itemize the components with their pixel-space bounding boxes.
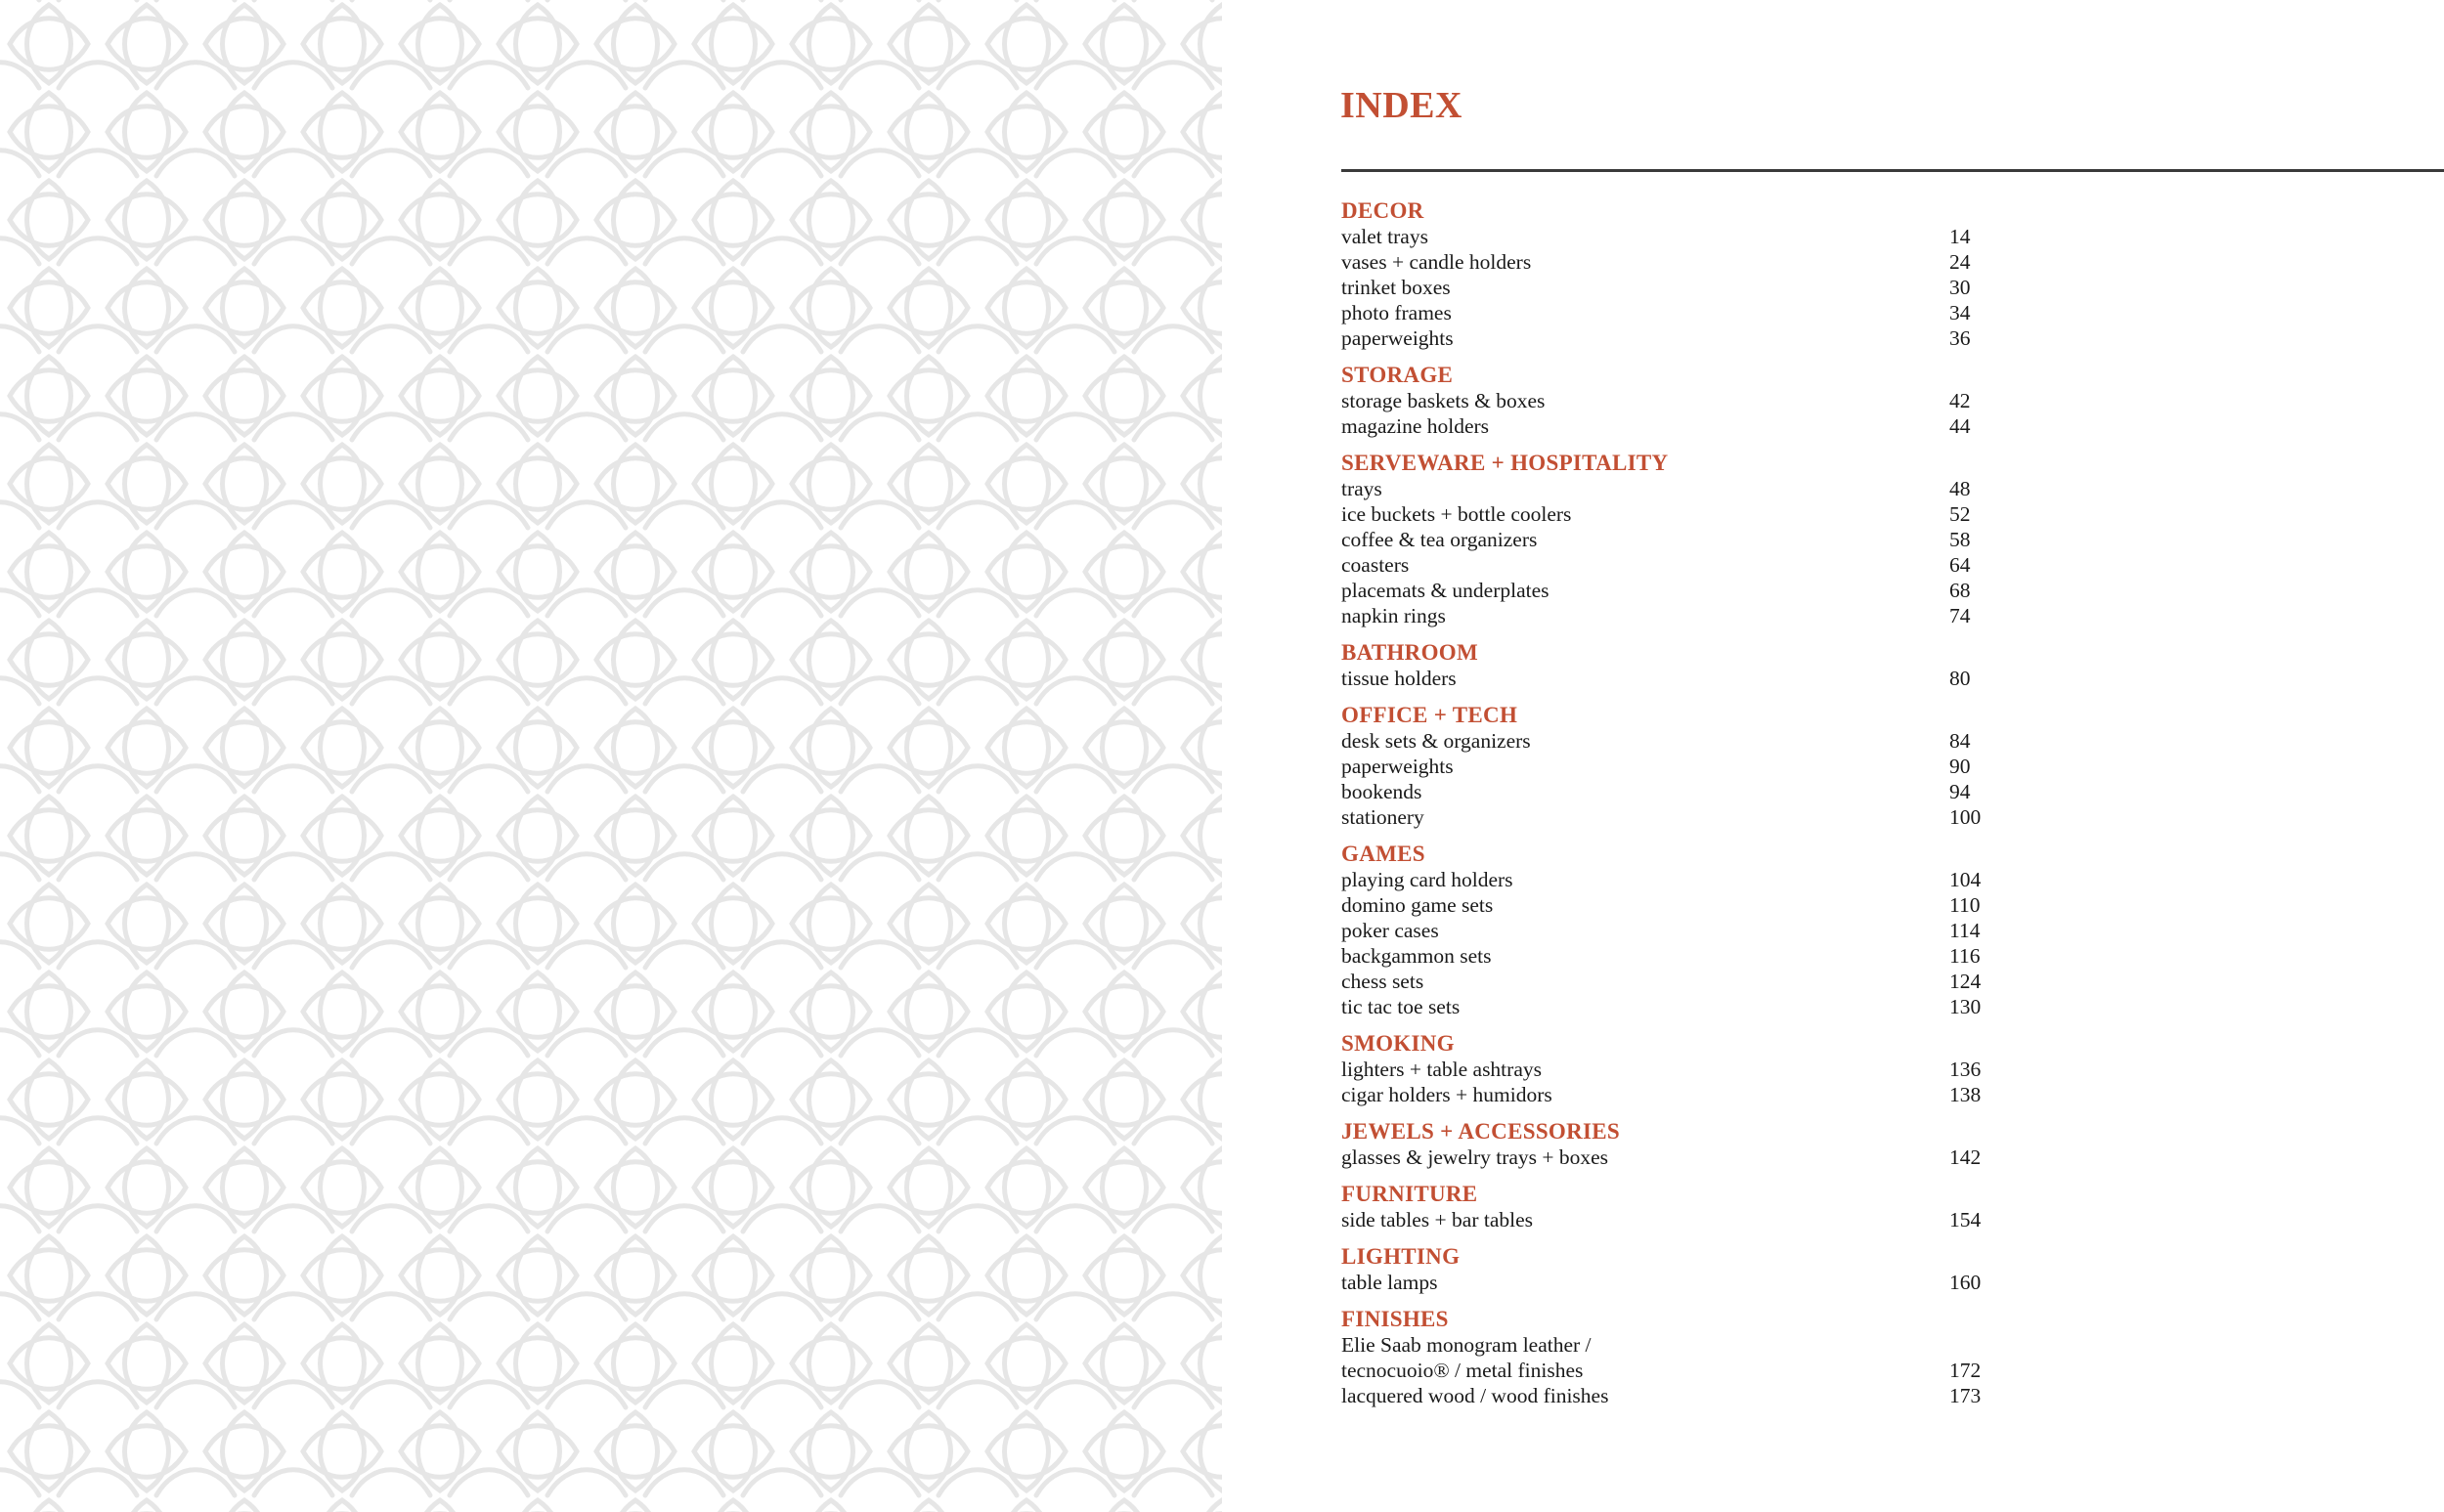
entry-label: vases + candle holders	[1341, 250, 1532, 274]
entry-label: lacquered wood / wood finishes	[1341, 1384, 1609, 1407]
index-entry	[1341, 728, 2026, 754]
entry-label: magazine holders	[1341, 414, 1490, 438]
section-heading: FURNITURE	[1341, 1182, 1478, 1206]
entry-page-number: 94	[1949, 780, 1971, 803]
entry-page-number: 14	[1949, 225, 1971, 248]
entry-label: napkin rings	[1341, 604, 1446, 627]
entry-page-number: 100	[1949, 805, 1982, 829]
entry-label: tecnocuoio® / metal finishes	[1341, 1359, 1584, 1382]
entry-page-number: 44	[1949, 414, 1971, 438]
entry-label: side tables + bar tables	[1341, 1208, 1534, 1231]
entry-label: bookends	[1341, 780, 1422, 803]
index-entry	[1341, 943, 2026, 969]
index-entry	[1341, 804, 2026, 830]
entry-label: glasses & jewelry trays + boxes	[1341, 1145, 1609, 1169]
section-heading: SERVEWARE + HOSPITALITY	[1341, 451, 1669, 475]
entry-page-number: 58	[1949, 528, 1971, 551]
index-entry	[1341, 501, 2026, 527]
entry-label: storage baskets & boxes	[1341, 389, 1546, 412]
index-section	[1341, 1307, 2026, 1408]
entry-label: table lamps	[1341, 1271, 1438, 1294]
entry-page-number: 24	[1949, 250, 1971, 274]
index-entry	[1341, 754, 2026, 779]
entry-page-number: 90	[1949, 755, 1971, 778]
section-heading: JEWELS + ACCESSORIES	[1341, 1119, 1620, 1144]
entry-page-number: 154	[1949, 1208, 1982, 1231]
entry-label: paperweights	[1341, 326, 1454, 350]
index-section	[1341, 451, 2026, 628]
section-heading: BATHROOM	[1341, 640, 1478, 665]
entry-page-number: 64	[1949, 553, 1971, 577]
entry-label: tic tac toe sets	[1341, 995, 1461, 1018]
entry-page-number: 173	[1949, 1384, 1982, 1407]
index-entry	[1341, 1207, 2026, 1232]
index-entry	[1341, 275, 2026, 300]
title-divider	[1341, 169, 2444, 172]
entry-label: stationery	[1341, 805, 1424, 829]
entry-page-number: 34	[1949, 301, 1971, 324]
entry-label: ice buckets + bottle coolers	[1341, 502, 1572, 526]
index-entry	[1341, 1270, 2026, 1295]
index-entry	[1341, 994, 2026, 1019]
index-entry	[1341, 249, 2026, 275]
index-section	[1341, 703, 2026, 830]
section-heading: DECOR	[1341, 198, 1424, 223]
section-heading: FINISHES	[1341, 1307, 1449, 1331]
entry-page-number: 52	[1949, 502, 1971, 526]
section-heading: GAMES	[1341, 842, 1425, 866]
entry-label: backgammon sets	[1341, 944, 1492, 968]
entry-page-number: 30	[1949, 276, 1971, 299]
entry-label: coasters	[1341, 553, 1410, 577]
index-entry	[1341, 918, 2026, 943]
index-entry	[1341, 892, 2026, 918]
index-entry	[1341, 224, 2026, 249]
entry-page-number: 84	[1949, 729, 1971, 753]
page-title: INDEX	[1340, 85, 1462, 126]
entry-label: cigar holders + humidors	[1341, 1083, 1552, 1106]
entry-label: valet trays	[1341, 225, 1428, 248]
section-heading: LIGHTING	[1341, 1244, 1461, 1269]
entry-page-number: 42	[1949, 389, 1971, 412]
index-entry	[1341, 1383, 2026, 1408]
entry-label: placemats & underplates	[1341, 579, 1549, 602]
index-section	[1341, 842, 2026, 1019]
entry-label: trinket boxes	[1341, 276, 1451, 299]
index-section	[1341, 198, 2026, 351]
index-entry	[1341, 413, 2026, 439]
entry-label: coffee & tea organizers	[1341, 528, 1538, 551]
section-heading: SMOKING	[1341, 1031, 1455, 1056]
index-entry	[1341, 603, 2026, 628]
entry-page-number: 74	[1949, 604, 1971, 627]
entry-page-number: 68	[1949, 579, 1971, 602]
entry-page-number: 36	[1949, 326, 1971, 350]
index-section	[1341, 363, 2026, 439]
entry-label: desk sets & organizers	[1341, 729, 1531, 753]
section-heading: OFFICE + TECH	[1341, 703, 1518, 727]
index-entry	[1341, 1332, 2026, 1358]
entry-page-number: 104	[1949, 868, 1982, 891]
entry-page-number: 136	[1949, 1058, 1982, 1081]
entry-page-number: 48	[1949, 477, 1971, 500]
index-entry	[1341, 300, 2026, 325]
index-section	[1341, 1182, 2026, 1232]
index-entry	[1341, 388, 2026, 413]
entry-label: tissue holders	[1341, 667, 1457, 690]
index-section	[1341, 1031, 2026, 1107]
entry-label: lighters + table ashtrays	[1341, 1058, 1542, 1081]
entry-page-number: 124	[1949, 970, 1982, 993]
index-entry	[1341, 779, 2026, 804]
section-heading: STORAGE	[1341, 363, 1454, 387]
entry-label: trays	[1341, 477, 1382, 500]
index-section	[1341, 1244, 2026, 1295]
entry-label: domino game sets	[1341, 893, 1494, 917]
entry-label: playing card holders	[1341, 868, 1513, 891]
index-section	[1341, 1119, 2026, 1170]
index-section	[1341, 640, 2026, 691]
entry-label: paperweights	[1341, 755, 1454, 778]
entry-label: chess sets	[1341, 970, 1424, 993]
entry-label: photo frames	[1341, 301, 1452, 324]
index-entry	[1341, 1145, 2026, 1170]
index-entry	[1341, 527, 2026, 552]
entry-page-number: 80	[1949, 667, 1971, 690]
entry-page-number: 114	[1949, 919, 1981, 942]
index-entry	[1341, 476, 2026, 501]
index-entry	[1341, 969, 2026, 994]
index-entry	[1341, 1057, 2026, 1082]
index-list	[1341, 198, 2026, 1420]
entry-page-number: 138	[1949, 1083, 1982, 1106]
index-entry	[1341, 867, 2026, 892]
entry-page-number: 130	[1949, 995, 1982, 1018]
index-entry	[1341, 1358, 2026, 1383]
entry-label: Elie Saab monogram leather /	[1341, 1333, 1592, 1357]
entry-label: poker cases	[1341, 919, 1439, 942]
entry-page-number: 110	[1949, 893, 1981, 917]
entry-page-number: 172	[1949, 1359, 1982, 1382]
index-entry	[1341, 552, 2026, 578]
index-page	[1222, 0, 2444, 1512]
index-entry	[1341, 325, 2026, 351]
entry-page-number: 142	[1949, 1145, 1982, 1169]
index-entry	[1341, 578, 2026, 603]
index-entry	[1341, 666, 2026, 691]
entry-page-number: 160	[1949, 1271, 1982, 1294]
index-entry	[1341, 1082, 2026, 1107]
entry-page-number: 116	[1949, 944, 1981, 968]
